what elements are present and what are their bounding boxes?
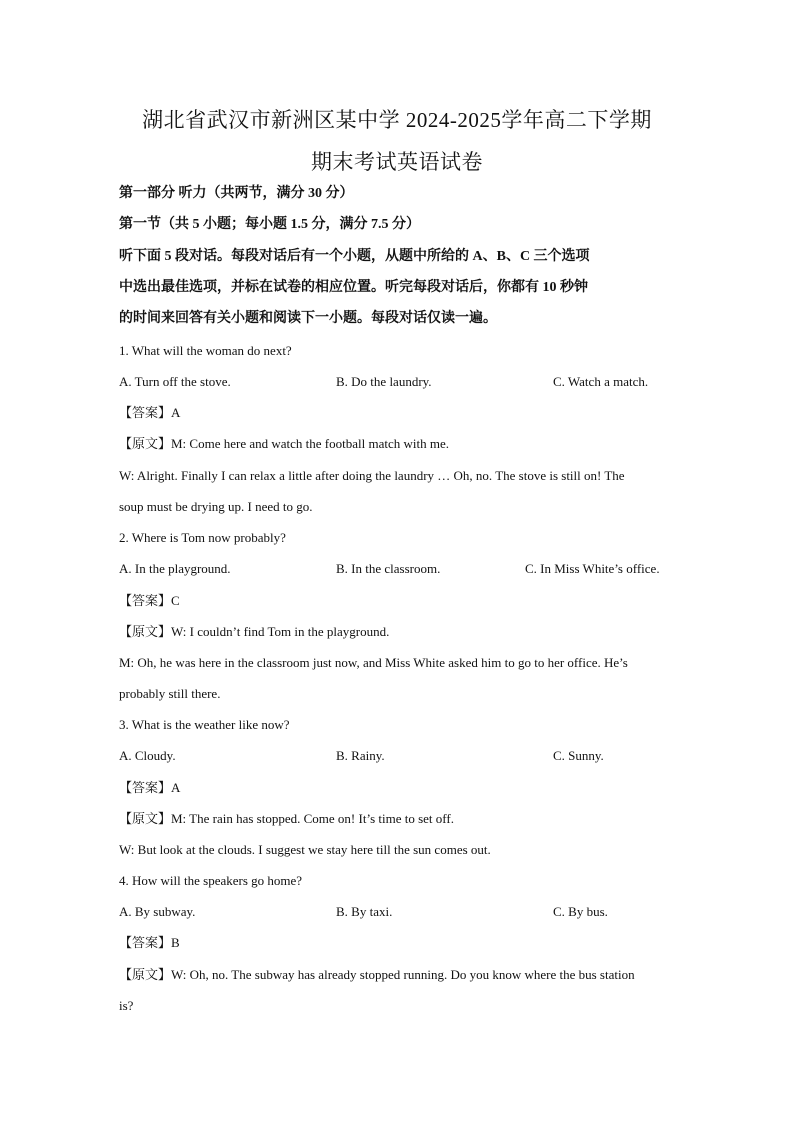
question-4-option-a: A. By subway. bbox=[119, 904, 196, 919]
section1-heading: 第一节（共 5 小题；每小题 1.5 分，满分 7.5 分） bbox=[119, 217, 420, 232]
question-2-option-b: B. In the classroom. bbox=[336, 561, 441, 576]
question-2-option-a: A. In the playground. bbox=[119, 561, 231, 576]
question-3-answer: 【答案】A bbox=[119, 780, 181, 795]
question-3-transcript-1: 【原文】M: The rain has stopped. Come on! It’s time to set off. bbox=[119, 811, 454, 826]
question-4-option-b: B. By taxi. bbox=[336, 904, 393, 919]
instruction-line-1: 听下面 5 段对话。每段对话后有一个小题，从题中所给的 A、B、C 三个选项 bbox=[119, 249, 590, 264]
question-4-option-c: C. By bus. bbox=[553, 904, 608, 919]
question-2-stem: 2. Where is Tom now probably? bbox=[119, 530, 286, 545]
question-1-option-c: C. Watch a match. bbox=[553, 374, 649, 389]
question-1-transcript-3: soup must be drying up. I need to go. bbox=[119, 499, 313, 514]
question-3-transcript-2: W: But look at the clouds. I suggest we stay here till the sun comes out. bbox=[119, 842, 491, 857]
question-4-transcript-1: 【原文】W: Oh, no. The subway has already stopped running. Do you know where the bus station bbox=[119, 967, 635, 982]
question-4-answer: 【答案】B bbox=[119, 935, 180, 950]
question-1-stem: 1. What will the woman do next? bbox=[119, 343, 292, 358]
question-4-transcript-2: is? bbox=[119, 998, 134, 1013]
document-title-line2: 期末考试英语试卷 bbox=[311, 150, 483, 174]
instruction-line-3: 的时间来回答有关小题和阅读下一小题。每段对话仅读一遍。 bbox=[119, 311, 497, 326]
question-2-option-c: C. In Miss White’s office. bbox=[525, 561, 660, 576]
question-3-stem: 3. What is the weather like now? bbox=[119, 717, 290, 732]
question-1-transcript-1: 【原文】M: Come here and watch the football match with me. bbox=[119, 436, 449, 451]
question-4-stem: 4. How will the speakers go home? bbox=[119, 873, 303, 888]
question-2-transcript-3: probably still there. bbox=[119, 686, 221, 701]
instruction-line-2: 中选出最佳选项，并标在试卷的相应位置。听完每段对话后，你都有 10 秒钟 bbox=[119, 280, 588, 295]
question-2-answer: 【答案】C bbox=[119, 593, 180, 608]
question-2-transcript-1: 【原文】W: I couldn’t find Tom in the playground. bbox=[119, 624, 390, 639]
question-3-option-c: C. Sunny. bbox=[553, 748, 604, 763]
question-3-option-a: A. Cloudy. bbox=[119, 748, 176, 763]
document-title-line1: 湖北省武汉市新洲区某中学 2024-2025学年高二下学期 bbox=[142, 108, 652, 132]
question-1-answer: 【答案】A bbox=[119, 405, 181, 420]
question-1-transcript-2: W: Alright. Finally I can relax a little after doing the laundry … Oh, no. The stove is still on! The bbox=[119, 468, 625, 483]
question-3-option-b: B. Rainy. bbox=[336, 748, 385, 763]
question-1-option-b: B. Do the laundry. bbox=[336, 374, 432, 389]
question-1-option-a: A. Turn off the stove. bbox=[119, 374, 231, 389]
question-2-transcript-2: M: Oh, he was here in the classroom just now, and Miss White asked him to go to her office. He’s bbox=[119, 655, 628, 670]
part1-heading: 第一部分 听力（共两节，满分 30 分） bbox=[119, 186, 354, 201]
